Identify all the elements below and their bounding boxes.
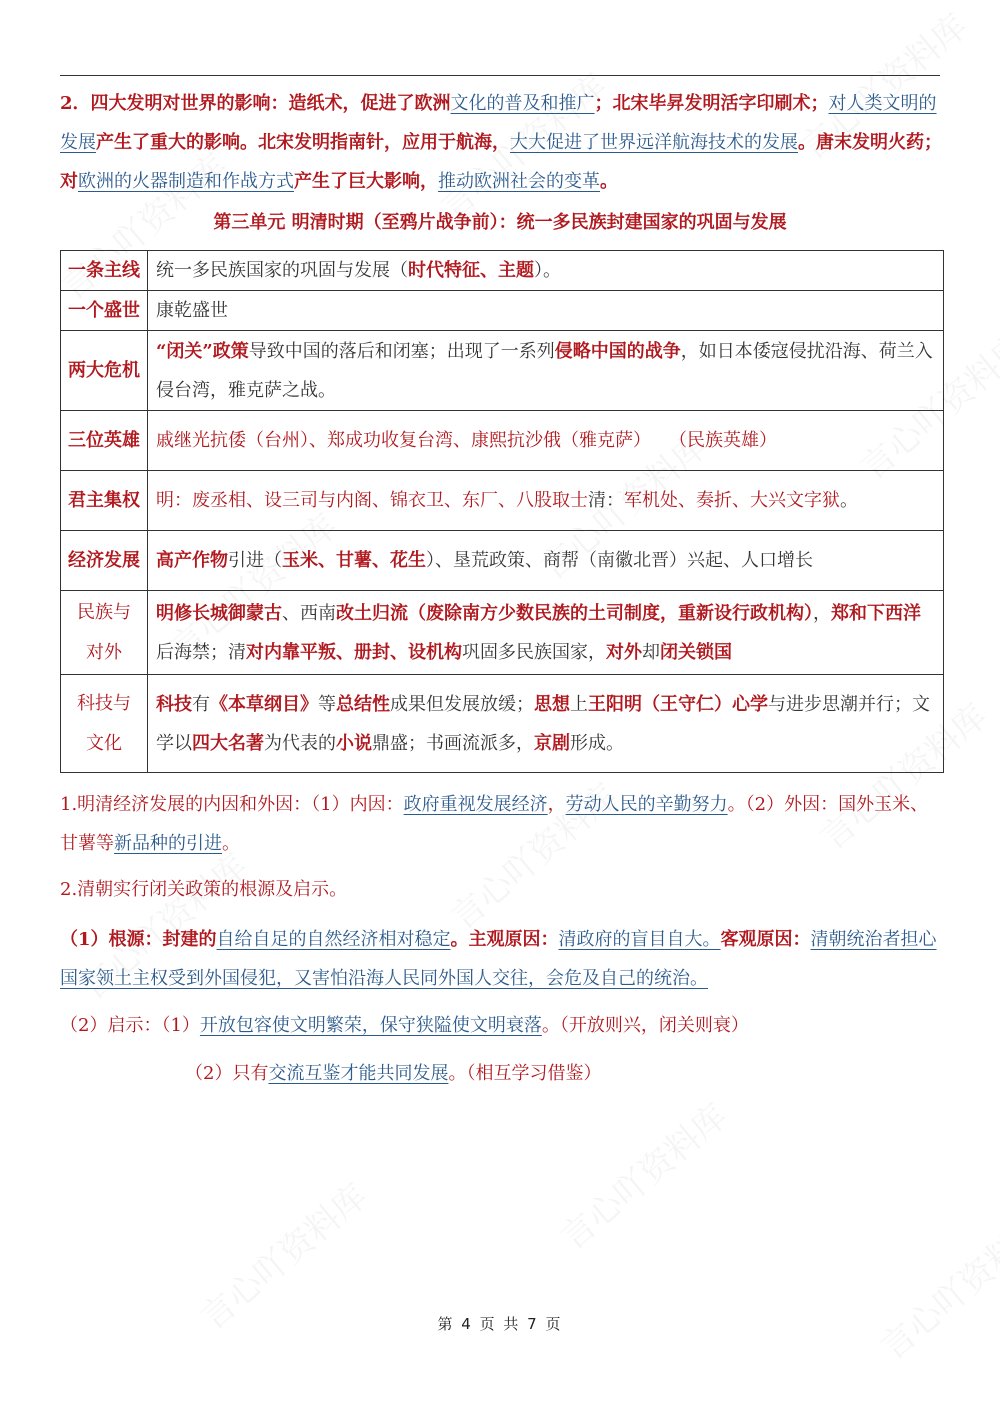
highlighted-text: （2）只有 [185,1063,269,1084]
text: 成果但发展放缓； [390,693,534,715]
highlighted-text: 总结性 [336,693,390,715]
text: 等 [318,693,336,715]
highlighted-text: 小说 [336,732,372,754]
text: ， [813,602,831,624]
watermark-text [868,1200,1000,1369]
row-content [148,411,944,471]
text: 、西南 [282,602,336,624]
watermark-text [548,1090,736,1259]
underlined-key-phrase: 政府重视发展经济 [403,794,548,815]
highlighted-text: 思想 [534,693,570,715]
unit-title: 第三单元 明清时期（至鸦片战争前）：统一多民族封建国家的巩固与发展 [213,212,787,233]
highlighted-text: （1）根源：封建的 [60,929,217,950]
text: 为代表的 [264,732,336,754]
underlined-key-phrase: 清政府的盲目自大。 [558,929,721,950]
highlighted-text: 产生了巨大影响， [294,171,438,192]
row-label: 三位英雄 [61,411,148,471]
highlighted-text: 高产作物 [156,550,228,571]
underlined-key-phrase: 清朝统治者担心国家领土主权受到外国侵犯，又害怕沿海人民同外国人交往，会危及自己的统治。 [60,929,937,989]
q1-paragraph [60,785,942,863]
text: 引进（ [228,550,282,571]
highlighted-text: “闭关”政策 [156,340,249,362]
highlighted-text: 。（相互学习借鉴） [448,1063,602,1084]
text: 巩固多民族国家， [462,641,606,663]
highlighted-text: （2）启示：（1） [60,1015,200,1036]
row-content [148,531,944,591]
text: 康乾盛世 [156,300,228,321]
row-label: 一条主线 [61,251,148,291]
row-content [148,471,944,531]
underlined-key-phrase: 开放包容使文明繁荣，保守狭隘使文明衰落 [199,1015,542,1036]
table-row [61,591,944,675]
highlighted-text: 时代特征、主题 [408,260,534,281]
highlighted-text: 玉米、甘薯、花生 [282,550,426,571]
highlighted-text: 王阳明（王守仁）心学 [588,693,768,715]
row-content [148,331,944,411]
highlighted-text: 。 [600,171,618,192]
underlined-key-phrase: 新品种的引进 [114,833,222,854]
text: ）、垦荒政策、商帮（南徽北晋）兴起、人口增长 [426,550,813,571]
text: 鼎盛；书画流派多， [372,732,534,754]
highlighted-text: ， [547,794,566,815]
text: 形成。 [570,732,624,754]
highlighted-text: 。（开放则兴，闭关则衰） [541,1015,749,1036]
text: 导致中国的落后和闭塞；出现了一系列 [248,340,555,362]
underlined-key-phrase: 交流互鉴才能共同发展 [268,1063,449,1084]
q2-insight-1 [60,1006,942,1045]
row-label: 君主集权 [61,471,148,531]
highlighted-text: 明修长城御蒙古 [156,602,282,624]
text: 上 [570,693,588,715]
text: ）。 [534,260,561,281]
highlighted-text: 对外 [606,641,642,663]
row-content [148,591,944,675]
table-row [61,531,944,591]
highlighted-text: 军机处、奏折、大兴文字狱 [624,490,840,511]
row-content [148,251,944,291]
highlighted-text: 科技 [156,693,192,715]
highlighted-text: 戚继光抗倭（台州）、郑成功收复台湾、康熙抗沙俄（雅克萨） （民族英雄） [156,430,777,451]
summary-table [60,250,944,773]
underlined-key-phrase: 文化的普及和推广 [450,93,595,114]
underlined-key-phrase: 对人类文明的发展 [60,93,937,153]
underlined-key-phrase: 推动欧洲社会的变革 [438,171,600,192]
highlighted-text: 。 [222,833,240,854]
highlighted-text: 。唐末发明火药；对 [60,132,942,192]
underlined-key-phrase: 劳动人民的辛勤努力 [565,794,728,815]
table-row [61,471,944,531]
table-row [61,411,944,471]
text: 有 [192,693,210,715]
highlighted-text: 2．四大发明对世界的影响：造纸术，促进了欧洲 [60,93,451,114]
row-content [148,291,944,331]
q2-insight-2 [185,1054,945,1093]
table-row [61,675,944,773]
row-label: 民族与 对外 [61,591,148,675]
text: 。 [840,490,858,511]
page-footer: 第 4 页 共 7 页 [437,1315,563,1333]
table-row [61,251,944,291]
highlighted-text: 《本草纲目》 [210,693,318,715]
highlighted-text: 明：废丞相、设三司与内阁、锦衣卫、东厂、八股取士 [156,490,588,511]
highlighted-text: 侵略中国的战争 [554,340,681,362]
highlighted-text: 。（2）外因：国外玉米、甘薯等 [60,794,929,854]
highlighted-text: 四大名著 [192,732,264,754]
underlined-key-phrase: 自给自足的自然经济相对稳定 [216,929,451,950]
text: 却 [642,641,660,663]
text: 统一多民族国家的巩固与发展（ [156,260,408,281]
text: 后海禁；清 [156,641,246,663]
header-rule [60,75,940,76]
underlined-key-phrase: 大大促进了世界远洋航海技术的发展 [510,132,798,153]
row-label: 科技与 文化 [61,675,148,773]
table-row [61,331,944,411]
row-content [148,675,944,773]
highlighted-text: 产生了重大的影响。北宋发明指南针，应用于航海， [96,132,510,153]
text: 清： [588,490,624,511]
influence-paragraph [60,84,942,201]
highlighted-text: 客观原因： [720,929,811,950]
highlighted-text: 。主观原因： [450,929,559,950]
highlighted-text: 对内靠平叛、册封、设机构 [246,641,462,663]
underlined-key-phrase: 欧洲的火器制造和作战方式 [78,171,294,192]
highlighted-text: 1.明清经济发展的内因和外因：（1）内因： [60,794,404,815]
row-label: 两大危机 [61,331,148,411]
highlighted-text: 闭关锁国 [660,641,732,663]
highlighted-text: 京剧 [534,732,570,754]
highlighted-text: ；北宋毕昇发明活字印刷术； [594,93,829,114]
q2-title: 2.清朝实行闭关政策的根源及启示。 [60,879,348,900]
q2-root-paragraph [60,920,942,998]
text: ，如日本倭寇侵扰沿海、荷兰入侵台湾，雅克萨之战。 [156,340,933,401]
highlighted-text: 改土归流（废除南方少数民族的土司制度，重新设行政机构） [336,602,813,624]
highlighted-text: 郑和下西洋 [831,602,921,624]
text: 与进步思潮并行；文学以 [156,693,930,754]
row-label: 经济发展 [61,531,148,591]
table-row [61,291,944,331]
row-label: 一个盛世 [61,291,148,331]
